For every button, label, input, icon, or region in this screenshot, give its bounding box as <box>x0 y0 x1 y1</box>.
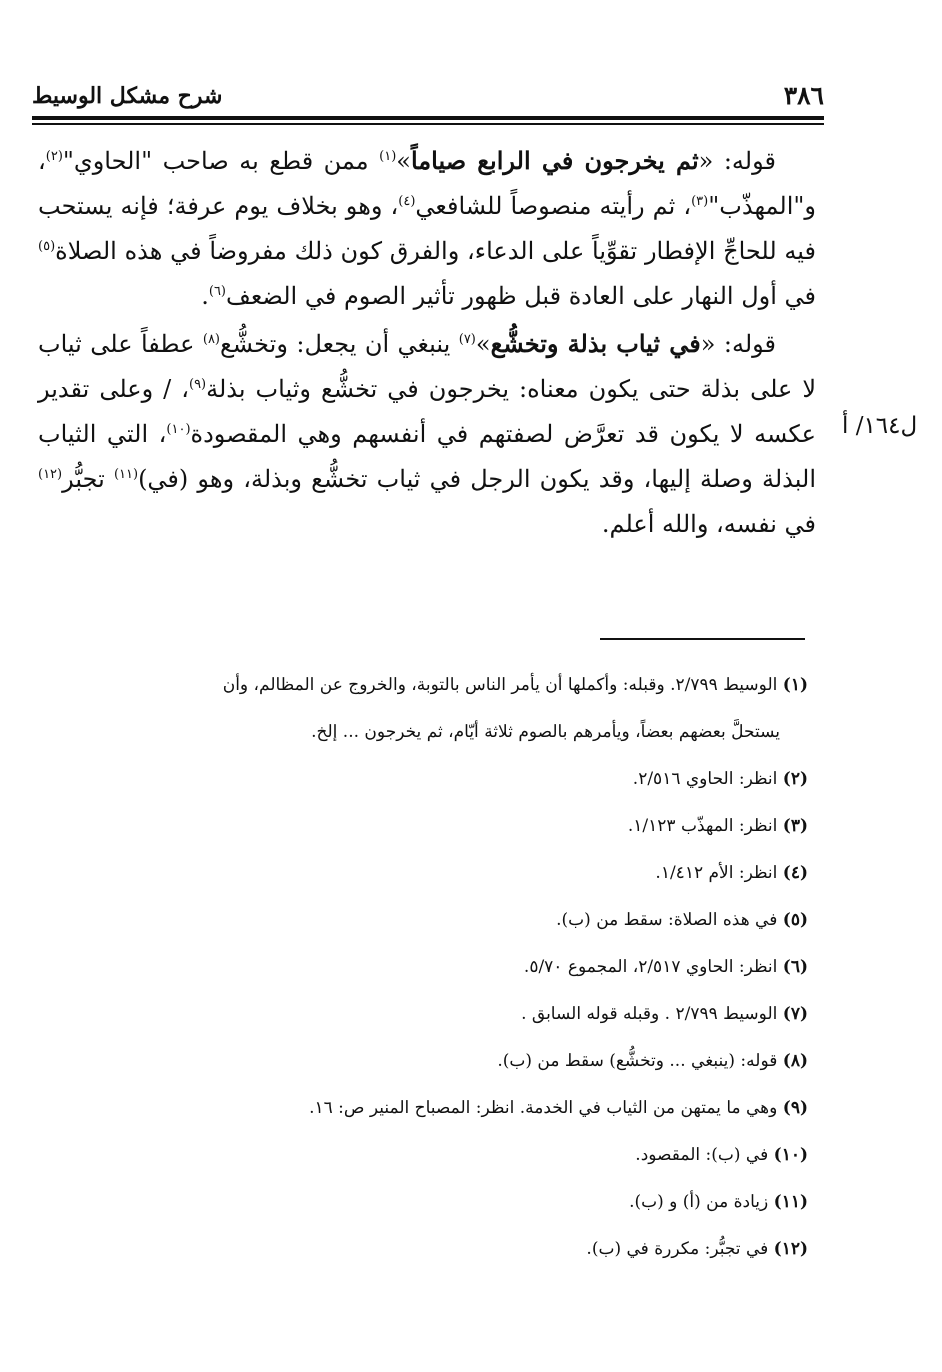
footnote-text: قوله: (ينبغي ... وتخشُّع) سقط من (ب). <box>497 1051 778 1071</box>
footnotes <box>38 662 808 1273</box>
footnote-text: زيادة من (أ) و (ب). <box>629 1192 769 1212</box>
text-run: في أول النهار على العادة قبل ظهور تأثير الصوم في الضعف <box>226 282 816 310</box>
footnote-marker[interactable]: (٥) <box>38 239 56 254</box>
footnote-marker[interactable]: (٩) <box>188 377 207 392</box>
footnote <box>38 662 808 709</box>
footnote <box>38 944 808 991</box>
footnote-marker[interactable]: (١) <box>379 149 397 164</box>
page-header <box>32 80 824 112</box>
footnote-number: (١) <box>782 675 808 695</box>
footnote <box>38 1179 808 1226</box>
footnote <box>38 1085 808 1132</box>
text-run: ، وهو بخلاف يوم عرفة؛ فإنه يستحب فيه للحاجِّ الإفطار تقوِّياً على الدعاء، والفرق كون ذلك مفروضاً في هذه الصلاة <box>38 192 816 265</box>
footnote-number: (١١) <box>773 1192 808 1212</box>
footnote-marker[interactable]: (٦) <box>208 284 226 299</box>
footnote-separator <box>600 638 805 640</box>
main-text <box>38 138 816 547</box>
text-run: » <box>396 147 411 175</box>
paragraph-1 <box>38 138 816 319</box>
text-run: ، التي الثياب البذلة وصلة إليها، وقد يكون الرجل في ثياب تخشُّع وبذلة، وهو (في) <box>38 420 816 493</box>
text-run: عطفاً على ثياب لا على بذلة حتى يكون معناه: يخرجون في تخشُّع وثياب بذلة <box>38 330 817 403</box>
footnote-text: في (ب): المقصود. <box>635 1145 769 1165</box>
folio-label: ل١٦٤/ أ <box>842 413 918 439</box>
footnote <box>38 897 808 944</box>
footnote-text: انظر: الحاوي ٢/٥١٦. <box>632 769 778 789</box>
footnote-number: (٦) <box>782 957 808 977</box>
footnote-marker[interactable]: (١٢) <box>38 467 63 482</box>
footnote-text: انظر: الأم ١/٤١٢. <box>655 863 778 883</box>
footnote <box>38 991 808 1038</box>
footnote-marker[interactable]: (٢) <box>45 149 63 164</box>
header-rule-thin <box>32 123 824 125</box>
text-run: في نفسه، والله أعلم. <box>601 510 816 538</box>
text-run: تجبُّر <box>62 465 114 493</box>
footnote-number: (٢) <box>782 769 808 789</box>
text-run: ممن قطع به صاحب "الحاوي" <box>62 147 380 175</box>
text-run: . <box>201 282 209 310</box>
footnote-text: وهي ما يمتهن من الثياب في الخدمة. انظر: المصباح المنير ص: ١٦. <box>309 1098 778 1118</box>
footnote <box>38 1132 808 1179</box>
footnote-continuation: يستحلَّ بعضهم بعضاً، ويأمرهم بالصوم ثلاثة أيّام، ثم يخرجون ... إلخ. <box>311 722 780 742</box>
running-title: شرح مشكل الوسيط <box>32 83 223 109</box>
footnote-number: (٩) <box>782 1098 808 1118</box>
footnote-marker[interactable]: (٣) <box>691 194 709 209</box>
paragraph-2 <box>38 321 816 547</box>
footnote <box>38 1038 808 1085</box>
text-run: ينبغي أن يجعل: وتخشُّع <box>220 330 459 358</box>
footnote-text: في هذه الصلاة: سقط من (ب). <box>556 910 778 930</box>
footnote-text: في تجبُّر: مكررة في (ب). <box>586 1239 769 1259</box>
footnote-text: انظر: المهذّب ١/١٢٣. <box>627 816 778 836</box>
quoted-text: في ثياب بذلة وتخشُّع <box>490 329 701 358</box>
footnote <box>38 803 808 850</box>
footnote-number: (١٢) <box>773 1239 808 1259</box>
header-rule-thick <box>32 116 824 120</box>
text-run: قوله: « <box>700 330 777 358</box>
text-run: » <box>475 330 491 358</box>
quoted-text: ثم يخرجون في الرابع صياماً <box>410 146 699 175</box>
footnote <box>38 1226 808 1273</box>
footnote-text: الوسيط ٢/٧٩٩. وقبله: وأكملها أن يأمر الناس بالتوبة، والخروج عن المظالم، وأن <box>222 675 778 695</box>
page-number: ٣٨٦ <box>783 81 824 110</box>
footnote-number: (٤) <box>782 863 808 883</box>
footnote-number: (٨) <box>782 1051 808 1071</box>
footnote-number: (٧) <box>782 1004 808 1024</box>
text-run: ، / وعلى تقدير عكسه لا يكون قد تعرَّض لصفتهم في أنفسهم وهي المقصودة <box>38 375 816 448</box>
text-run: ، و"المهذّب" <box>38 147 816 220</box>
footnote-text: الوسيط ٢/٧٩٩ . وقبله قوله السابق . <box>521 1004 778 1024</box>
footnote-number: (٥) <box>782 910 808 930</box>
text-run: ، ثم رأيته منصوصاً للشافعي <box>415 192 692 220</box>
footnote-marker[interactable]: (١٠) <box>166 422 191 437</box>
footnote-number: (٣) <box>782 816 808 836</box>
text-run: قوله: « <box>698 147 776 175</box>
footnote-text: انظر: الحاوي ٢/٥١٧، المجموع ٥/٧٠. <box>523 957 778 977</box>
footnote <box>38 850 808 897</box>
footnote-marker[interactable]: (٧) <box>458 332 476 347</box>
footnote-number: (١٠) <box>773 1145 808 1165</box>
footnote <box>38 756 808 803</box>
footnote-marker[interactable]: (١١) <box>113 467 139 482</box>
footnote-marker[interactable]: (٤) <box>398 194 416 209</box>
footnote-marker[interactable]: (٨) <box>202 332 220 347</box>
